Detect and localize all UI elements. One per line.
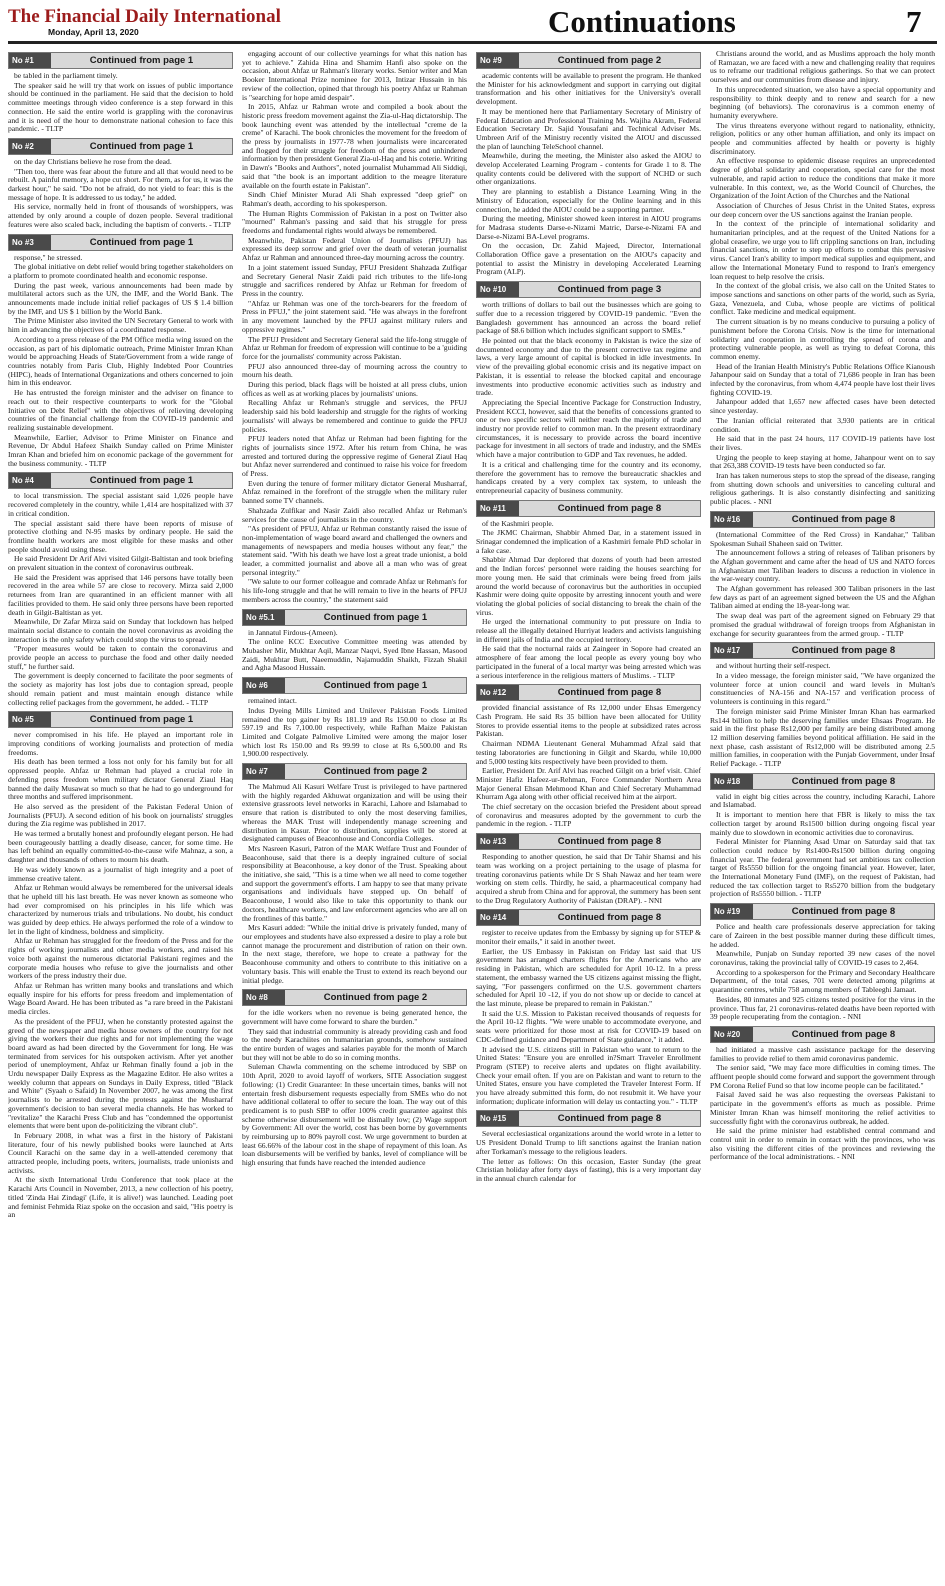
story-paragraph: He was termed a brutally honest and profoundly elegant person. He had been courageously battling a deadly disease, cancer, for some time. He has left behind an equally committed-to-the-cause wife Mahnaz, a son, a daughter and thousands of others to mourn his death. [8, 829, 233, 865]
story-continued-label: Continued from page 2 [519, 53, 700, 68]
story-paragraph: The chief secretary on the occasion briefed the President about spread of coronavirus and measures adopted by the government to curb the pandemic in the region. - TLTP [476, 802, 701, 829]
story-number: No #18 [711, 774, 753, 789]
story-number: No #4 [9, 473, 51, 488]
story-paragraph: He said President Dr Arif Alvi visited Gilgit-Baltistan and took briefing on prevalent situation in the context of coronavirus outbreak. [8, 554, 233, 573]
continued-story [476, 281, 701, 495]
story-paragraph: Ahfaz ur Rehman has written many books and translations and which equally inspire for his efforts for press freedom and implementation of Wage Board Award. He has been tributed as "a rare breed in the Pakistani media circles. [8, 980, 233, 1017]
story-continued-label: Continued from page 8 [519, 501, 700, 516]
continued-story [710, 511, 935, 638]
story-paragraph: Shabbir Ahmad Dar deplored that dozens of youth had been arrested and the Indian forces' personnel were raiding the houses searching for more young men. He said that criminals were being freed from jails around the world because of coronavirus but the authorities in occupied Kashmir were doing quite opposite by arresting innocent youth and were violating the global policies of social distancing to break the chain of the virus. [476, 555, 701, 617]
story-paragraph: In the context of the principle of international solidarity and humanitarian principles, and at the request of the United Nations for a global ceasefire, we urge you to lift crippling sanctions on Iran, including financial sanctions, in order to step up efforts to combat this pervasive virus. Cancel Iran's ability to import medical supplies and equipment, and allow the International Monetary Fund to respond to Iran's emergency loan request to help resolve the crisis. [710, 219, 935, 281]
story-paragraph: According to a press release of the PM Office media wing issued on the occasion, as part of his diplomatic outreach, Prime Minister Imran Khan would be approaching Heads of State/Government from a wide range of countries notably from Paris Club, Highly Indebted Poor Countries (HIPC), heads of International Organizations and others concerned to join him in this endeavor. [8, 334, 233, 388]
story-paragraph: Sindh Chief Minister Murad Ali Shah expressed "deep grief" on Rahman's death, according to his spokesperson. [242, 190, 467, 208]
story-paragraph: on the day Christians believe he rose from the dead. [14, 156, 172, 166]
story-paragraph: "Then too, there was fear about the future and all that would need to be rebuilt. A painful memory, a hope cut short. For them, as for us, it was the darkest hour," he said. "Do not be afraid, do not yield to fear: this is the message of hope. It is addressed to us today," he added. [8, 166, 233, 202]
story-paragraph: Responding to another question, he said that Dr Tahir Shamsi and his team was working on a project pertaining to the usage of plasma for treating coronavirus patients while Dr S Shah Nawaz and her team were working on stem cells. Thirdly, he said, a pharmaceutical company had acquired a shrub from China and for approval, the summery has been sent to the Drug Regulatory Authority of Pakistan (DRAP). - NNI [476, 852, 701, 905]
story-number: No #19 [711, 904, 753, 919]
story-paragraph: Ahfaz ur Rehman has struggled for the freedom of the Press and for the rights of working journalists and other media workers, and raised his voice both against the numerous dictatorial Pakistani regimes and the corporate media houses who refuse to give the journalists and other workers of the press industry their due. [8, 936, 233, 981]
story-paragraph: engaging account of our collective yearnings for what this nation has yet to achieve." Zahida Hina and Shamim Hanfi also spoke on the occasion, about Ahfaz ur Rahman's literary works. Senior writer and Man Booker International Prize nominee for 2013, Intizar Hussain in his review of the collection, opined that through his poetry Ahfaz ur Rahman is "searching for hope amid despair". [242, 50, 467, 102]
story-paragraph: never compromised in his life. He played an important role in improving conditions of working journalists and protection of media freedoms. [8, 730, 233, 757]
story-paragraph: Meanwhile, Dr Zafar Mirza said on Sunday that lockdown has helped maintain social distance to contain the novel coronavirus as avoiding the interaction is the only safety which could stop the virus to spread. [8, 617, 233, 644]
story-paragraph: PFUJ leaders noted that Ahfaz ur Rehman had been fighting for the rights of journalists since 1972. After his return from China, he was arrested and tortured during the oppressive regime of General Ziaul Haq but Ahfaz never surrendered and continued to raise his voice for freedom of Press. [242, 434, 467, 479]
story-paragraph: Ahfaz ur Rehman would always be remembered for the universal ideals that he upheld till his last breath. He was never known as someone who had ever compromised on his principles in his life which was characterized by numerous trials and tribulations. No doubt, his conduct was guided by deep ethics. He always performed the role of a window to let in the light of kindness, boldness and simplicity. [8, 883, 233, 936]
story-paragraph: As the president of the PFUJ, when he constantly protested against the greed of the newspaper and media house owners of the country for not giving the workers their due rights and for not implementing the wage board award as had been directed by the Government for long. He was terminated from services for his outspoken activism. After yet another period of unemployment, Ahfaz ur Rehman finally found a job in the Urdu newspaper Daily Express as the Magazine Editor. He also writes a weekly column that appears on Sundays in Daily Express, titled "Black and White" (Syaah o Safaid) In November 2007, he was among the first journalists to be arrested during the protests against the Musharraf government's decision to ban several media channels. He has worked to "revitalize" the Karachi Press Club and has "condemned the opportunist elements that were bent upon de-politicizing the vibrant club". [8, 1016, 233, 1131]
story-header [476, 1110, 701, 1127]
story-paragraph: Head of the Iranian Health Ministry's Public Relations Office Kianoush Jahanpour said on Sunday that a total of 71,686 people in Iran has been infected by the coronavirus, from whom 4,474 people have lost their lives fighting COVID-19. [710, 361, 935, 397]
story-paragraph: response," he stressed. [14, 252, 83, 262]
story-paragraph: The current situation is by no means conducive to pursuing a policy of punishment before the Corona Crisis. Now is the time for international solidarity and cooperation in controlling the spread of corona and protecting vulnerable people, as well as trying to defeat Corona, this common enemy. [710, 317, 935, 361]
continued-story [242, 989, 467, 1168]
story-number: No #6 [243, 678, 285, 693]
story-number: No #14 [477, 910, 519, 925]
story-number: No #13 [477, 834, 519, 849]
continued-story [242, 609, 467, 674]
continued-story [476, 500, 701, 681]
story-paragraph: The letter as follows: On this occasion, Easter Sunday (the great Christian holiday after forty days of fasting), this is a very important day in the annual church calendar for [476, 1156, 701, 1183]
story-paragraph: Faisal Javed said he was also requesting the overseas Pakistani to participate in the government's efforts as much as possible. Prime Minister Imran Khan was himself monitoring the relief activities to successfully fight with the coronavirus outbreak, he added. [710, 1090, 935, 1126]
story-paragraph: Recalling Ahfaz ur Rehman's struggle and services, the PFUJ leadership said his bold leadership and struggle for the rights of working journalists' will always be remembered and continue to guide the PFUJ policies. [242, 398, 467, 434]
story-continued-label: Continued from page 8 [519, 910, 700, 925]
story-paragraph: An effective response to epidemic disease requires an unprecedented degree of global solidarity and cooperation, special care for the most vulnerable, and rapid action to reduce the conditions that make it more vulnerable. In this context, we, as the World Council of Churches, the Organization of the Joint Action of the Churches and the National [710, 156, 935, 201]
article-columns [8, 50, 937, 1580]
story-paragraph: and without hurting their self-respect. [716, 661, 831, 671]
story-number: No #11 [477, 501, 519, 516]
story-paragraph: for the idle workers when no revenue is being generated hence, the government will have come forward to share the burden." [242, 1008, 467, 1026]
story-paragraph: Meanwhile, Earlier, Advisor to Prime Minister on Finance and Revenue, Dr Abdul Hafeez Shaikh Sunday called on Prime Minister Imran Khan and briefed him on economic package of the government for the business community. - TLTP [8, 432, 233, 468]
story-paragraph: In a video message, the foreign minister said, "We have organized the volunteer force at union council and ward levels in Multan's constituencies of NA-156 and NA-157 and verification process of volunteers is continuing in this regard." [710, 671, 935, 707]
story-paragraph: He was widely known as a journalist of high integrity and a poet of immense creative talent. [8, 864, 233, 883]
newspaper-name: The Financial Daily International [8, 6, 281, 27]
story-number: No #9 [477, 53, 519, 68]
story-header [8, 138, 233, 155]
story-paragraph: Appreciating the Special Incentive Package for Construction Industry, President KCCI, however, said that the benefits of concessions granted to one or two specific sectors will neither reach the majority of trade and industry nor provide relief to common man. In the present extraordinary circumstances, it is necessary to provide across the board incentive package for investment in all sectors of trade and industry, and the SMEs which have a major contribution to GDP and Tax revenues, he added. [476, 397, 701, 460]
story-number: No #1 [9, 53, 51, 68]
story-paragraph: It advised the U.S. citizens still in Pakistan who want to return to the United States: "Ensure you are enrolled in?Smart Traveler Enrollment Program (STEP) to receive alerts and updates on flight availability. Check your email often. If you are on Pakistan and want to return to the United States, ensure you have completed the Traveler Interest Form. If you have already submitted this form, do not resubmit it. We have your information; duplicate information will delay us contacting you." - TLTP [476, 1044, 701, 1106]
story-paragraph: Mrs Nasreen Kasuri, Patron of the MAK Welfare Trust and Founder of Beaconhouse, said that there is a deeply ingrained culture of social responsibility at Beaconhouse, a key donor of the Trust. Speaking about the initiative, she said, "This is a time when we all need to come together and support the government's efforts. I am happy to see that many private organisations and individuals have stepped up. On behalf of Beaconhouse, I would also like to take this opportunity to thank our doctors, healthcare workers, and law enforcement agencies who are all on the frontlines of this battle." [242, 843, 467, 923]
text-column-2 [242, 50, 467, 1580]
story-continued-label: Continued from page 1 [51, 712, 232, 727]
story-paragraph: He pointed out that the black economy in Pakistan is twice the size of documented economy and due to the present corrective tax regime and laws, a very large amount of capital is blocked in idle investments. In view of the prevailing global economic crisis and its negative impact on Pakistan, it is essential to release the blocked capital and encourage investments into productive economic activities such as industry and trade. [476, 335, 701, 398]
continued-story [710, 642, 935, 768]
story-paragraph: The announcement follows a string of releases of Taliban prisoners by the Afghan government and came after the head of US and NATO forces in Afghanistan met Taliban leaders to discuss a reduction in violence in the war-weary country. [710, 548, 935, 584]
story-header [710, 773, 935, 790]
story-paragraph: It is a critical and challenging time for the country and its economy, therefore the government has to remove the bureaucratic shackles and handicaps created by a very complex tax system, to unleash the entrepreneurial capacity of business community. [476, 459, 701, 495]
story-paragraph: The foreign minister said Prime Minister Imran Khan has earmarked Rs144 billion to help the deserving families under Ehsaas Program. He said in the first phase Rs12,000 per family are being distributed among 12 million deserving families beyond political affiliation. He said in the next phase, cash assistant of Rs12,000 will be distributed among 2.5 million families, in cooperation with the Punjab Government, under Insaf Relief Package. - TLTP [710, 706, 935, 769]
story-paragraph: The speaker said he will try that work on issues of public importance should be continued in the parliament. He said that the decision to hold committee meetings through video conference is a step forward in this connection. He said the entire world is grappling with the coronavirus and it is need of the hour to demonstrate national cohesion to face this pandemic. - TLTP [8, 80, 233, 134]
continued-story [8, 234, 233, 469]
story-paragraph: worth trillions of dollars to bail out the businesses which are going to suffer due to a recession triggered by COVID-19 pandemic. "Even the Bangladesh government has announced an across the board relief package of $8.6 billion which includes significant support to SMEs." [476, 300, 701, 336]
story-header [242, 677, 467, 694]
story-paragraph: provided financial assistance of Rs 12,000 under Ehsas Emergency Cash Program. He said Rs 35 billion have been allocated for Utility Stores to provide essential items to the people at subsidized rates across Pakistan. [476, 703, 701, 739]
story-header [476, 281, 701, 298]
story-paragraph: be tabled in the parliament timely. [14, 71, 118, 80]
story-number: No #3 [9, 235, 51, 250]
story-header [476, 500, 701, 517]
story-continued-label: Continued from page 1 [51, 53, 232, 68]
continued-story [476, 684, 701, 829]
story-number: No #8 [243, 990, 285, 1005]
story-paragraph: The swap deal was part of the agreement signed on February 29 that promised the gradual withdrawal of foreign troops from Afghanistan in exchange for security guarantees from the armed group. - TLTP [710, 611, 935, 638]
story-number: No #12 [477, 685, 519, 700]
story-paragraph: Christians around the world, and as Muslims approach the holy month of Ramazan, we are faced with a new and challenging reality that requires us to reframe our traditional religious gatherings. So that we can protect ourselves and our communities from disease and injury. [710, 50, 935, 85]
continued-story [242, 50, 467, 605]
story-paragraph: At the sixth International Urdu Conference that took place at the Karachi Arts Council in November, 2013, a new collection of his poetry, titled 'Zinda Hai Zindagi' (Life, it is alive!) was launched. Leading poet and feminist Fehmida Riaz spoke on the occasion and said, "His poetry is an [8, 1175, 233, 1220]
story-paragraph: remained intact. [248, 696, 297, 706]
continued-story [476, 1110, 701, 1183]
continued-story [476, 52, 701, 277]
story-paragraph: He said that in the past 24 hours, 117 COVID-19 patients have lost their lives. [710, 434, 935, 452]
story-header [476, 909, 701, 926]
story-paragraph: valid in eight big cities across the country, including Karachi, Lahore and Islamabad. [710, 791, 935, 810]
story-paragraph: His death has been termed a loss not only for his family but for all oppressed people. Ahfaz ur Rehman had played a crucial role in defending press freedom when military dictator General Ziaul Haq banned the daily Musawat so much so that he had to go underground for three months and suffered imprisonment. [8, 757, 233, 802]
story-paragraph: Federal Minister for Planning Asad Umar on Saturday said that tax collection could reduce by Rs1400-Rs1500 billion during ongoing financial year. The federal government had set ambitious tax collection target of Rs5550 billion for the ongoing financial year. However, later, the International Monetary Fund (IMF), on the request of Pakistan, had reduced the tax collection target to Rs5270 billion from the budgetary projection of Rs5550 billion. - TLTP [710, 837, 935, 899]
story-continued-label: Continued from page 2 [285, 764, 466, 779]
continued-story [8, 138, 233, 230]
story-number: No #5 [9, 712, 51, 727]
story-header [476, 684, 701, 701]
story-paragraph: In this unprecedented situation, we also have a special opportunity and responsibility to think deeply and to renew and search for a new beginning (of behaviors). The coronavirus is a common enemy of humanity everywhere. [710, 84, 935, 120]
story-header [710, 642, 935, 659]
story-paragraph: In 2015, Ahfaz ur Rahman wrote and compiled a book about the historic press freedom movement against the Zia-ul-Haq dictatorship. The book launching event was attended by the intellectual "creme de la creme" of Karachi. The book chronicles the movement for the freedom of the press by journalists in 1977-78 when journalists were incarcerated and flogged for their struggle for freedom of the press and unhindered information by then president General Zia-ul-Haq and his coterie. Writing in Dawn's "Books and Authors", noted journalist Muhammad Ali Siddiqi, said that "the book is an important addition to the meagre literature available on the fourth estate in Pakistan". [242, 102, 467, 190]
story-paragraph: The global initiative on debt relief would bring together stakeholders on a platform to promote coordinated health and economic response. [8, 262, 233, 280]
continued-story [8, 472, 233, 707]
story-continued-label: Continued from page 1 [51, 473, 232, 488]
story-paragraph: Shahzada Zulfikar and Nasir Zaidi also recalled Ahfaz ur Rehman's services for the cause of journalists in the country. [242, 505, 467, 524]
story-header [8, 234, 233, 251]
story-number: No #20 [711, 1027, 753, 1042]
story-paragraph: to local transmission. The special assistant said 1,026 people have recovered completely in the country, while 1,414 are hospitalized with 37 in critical condition. [8, 491, 233, 518]
story-paragraph: It may be mentioned here that Parliamentary Secretary of Ministry of Federal Education and Professional Training Ms. Wajiha Akram, Federal Education Secretary Dr. Sajid Yousafani and Technical Adviser Ms. Umbreen Arif of the Ministry recently visited the AIOU and discussed the plan of launching TeleSchool channel. [476, 106, 701, 151]
story-paragraph: In the context of the global crisis, we also call on the United States to impose sanctions and sanctions on other parts of the world, such as Syria, Gaza, Venezuela, and Cuba, whose people are victims of political conflict. Take medicine and medical equipment. [710, 281, 935, 317]
story-paragraph: Several ecclesiastical organizations around the world wrote in a letter to US President Donald Trump to lift sanctions against the Iranian nation after Torkaman's message to the religious leaders. [476, 1129, 701, 1156]
story-paragraph: "Proper measures would be taken to contain the coronavirus and provide people an access to purchase the food and other daily needed stuff," he further said. [8, 644, 233, 671]
story-header [8, 52, 233, 69]
story-header [710, 1026, 935, 1043]
story-paragraph: It said the U.S. Mission to Pakistan received thousands of requests for the April 10-12 flights. "We were unable to accommodate everyone, and seats were prioritized for those most at risk for COVID-19 based on CDC-defined guidance and Department of State guidance," it added. [476, 1008, 701, 1044]
story-paragraph: During this period, black flags will be hoisted at all press clubs, union offices as well as at working places by journalists' unions. [242, 380, 467, 398]
story-paragraph: Urging the people to keep staying at home, Jahanpour went on to say that 263,388 COVID-19 tests have been conducted so far. [710, 452, 935, 471]
story-paragraph: Association of Churches of Jesus Christ in the United States, express our deep concern over the US sanctions against the Iranian people. [710, 200, 935, 219]
story-paragraph: Suleman Chawla commenting on the scheme introduced by SBP on 10th April, 2020 to avoid layoff of workers, SITE Association suggest following: (1) Credit Guarantee: In these uncertain times, banks will not entertain fresh disbursement requests especially from SMEs who do not have additional collateral to offer to secure the loan. The way out of this predicament is to push SBP to offer 100% credit guarantee against this scheme otherwise disbursement will be dismally low; (2) Wage support by Government: All over the world, cost has been borne by governments by reimbursing up to 80% payroll cost. We urge government to burden at least 66.66% of the labour cost in the shape of repayment of this loan. As loan disbursements will be verified by banks, level of compliance will be high ensuring that funds have reached the intended audience [242, 1062, 467, 1168]
story-paragraph: The PFUJ President and Secretary General said the life-long struggle of Ahfaz ur Rehman for freedom of expression will continue to be a 'guiding force for the journalists' community across Pakistan. [242, 334, 467, 361]
story-paragraph: "We salute to our former colleague and comrade Ahfaz ur Rehman's for his life-long struggle and that he will remain to live in the hearts of PFUJ members across the country," the statement said [242, 577, 467, 604]
story-paragraph: The JKMC Chairman, Shabbir Ahmed Dar, in a statement issued in Srinagar condemned the implication of a Kashmiri female PhD scholar in a fake case. [476, 528, 701, 555]
story-paragraph: The senior said, "We may face more difficulties in coming times. The affluent people should come forward and support the government through PM Corona Relief Fund so that low income people can be facilitated." [710, 1063, 935, 1090]
story-paragraph: Meanwhile, Punjab on Sunday reported 39 new cases of the novel coronavirus, taking the provincial tally of COVID-19 cases to 2,464. [710, 949, 935, 967]
section-title: Continuations [548, 4, 736, 39]
story-header [242, 609, 467, 626]
story-paragraph: He said the President was apprised that 146 persons have totally been recovered in the area while 57 are close to recovery. Mirza said 2,000 returnees from Iran are quarantined in an efficient manner with all facilities provided to them. He said only three persons have been reported death in Gilgit-Baltistan as yet. [8, 572, 233, 617]
story-continued-label: Continued from page 1 [51, 139, 232, 154]
story-paragraph: He has entrusted the foreign minister and the adviser on finance to reach out to their respective counterparts to work for the "Global Initiative on Debt Relief" with the objectives of relieving developing countries of the financial challenge from the COVID-19 pandemic and realizing sustainable development. [8, 388, 233, 432]
story-continued-label: Continued from page 8 [519, 685, 700, 700]
story-paragraph: (International Committee of the Red Cross) in Kandahar," Taliban Spokesman Suhail Shaheen said on Twitter. [710, 529, 935, 548]
story-continued-label: Continued from page 1 [51, 235, 232, 250]
story-paragraph: Besides, 80 inmates and 925 citizens tested positive for the virus in the province. Thus far, 21 coronavirus-related deaths have been reported with 39 people recuperating from the contagion. - NNI [710, 994, 935, 1022]
story-paragraph: They said that industrial community is already providing cash and food to the needy Karachiites on humanitarian grounds, somehow sustained the entire burden of wages and salaries payable for the month of March but they will not be able to do so in coming months. [242, 1026, 467, 1062]
story-paragraph: Mrs Kasuri added: "While the initial drive is privately funded, many of our employees and students have also expressed a desire to play a role but cannot manage the procurement and distribution of ration on their own. In the next stage, therefore, we hope to create a pathway for the Beaconhouse community and others to contribute to this initiative on a voluntary basis. This will enable the Trust to extend its reach beyond our initial pledge. [242, 923, 467, 985]
story-paragraph: The virus threatens everyone without regard to nationality, ethnicity, religion, politics or any other human affiliation, and only its impact on people and communities affected by health or poverty is highly discriminatory. [710, 120, 935, 156]
story-continued-label: Continued from page 8 [753, 1027, 934, 1042]
story-paragraph: Chairman NDMA Lieutenant General Muhammad Afzal said that testing laboratories are functioning in Gilgit and Skardu, while 10,000 and 5,000 testing kits respectively have been provided to them. [476, 739, 701, 766]
story-continued-label: Continued from page 8 [753, 643, 934, 658]
story-paragraph: register to receive updates from the Embassy by signing up for STEP & monitor their emails," it said in another tweet. [476, 928, 701, 947]
story-paragraph: The Prime Minister also invited the UN Secretary General to work with him in advancing the objectives of a coordinated response. [8, 316, 233, 335]
story-paragraph: The Human Rights Commission of Pakistan in a post on Twitter also "mourned" Rahman's passing and said that his struggle for press freedoms and fundamental rights would always be remembered. [242, 208, 467, 236]
story-paragraph: Indus Dyeing Mills Limited and Unilever Pakistan Foods Limited remained the top gainer by Rs 181.19 and Rs 150.00 to close at Rs 597.19 and Rs 7,100.00 respectively, while Rafhan Maize Pakistan Limited and Colgate Palmolive Limited were among the major loser which lost Rs 150.00 and Rs 99.99 to close at Rs 6,500.00 and Rs 1,900.00 respectively. [242, 705, 467, 759]
story-paragraph: The special assistant said there have been reports of misuse of protective clothing and N-95 masks by ordinary people. He said the frontline health workers are most eligible for these masks and other people should avoid using these. [8, 518, 233, 554]
story-paragraph: He urged the international community to put pressure on India to release all the illegally detained Hurriyat leaders and activists languishing in different jails of India and the occupied territory. [476, 617, 701, 644]
story-paragraph: In February 2008, in what was a first in the history of Pakistani literature, four of his newly published books were launched at Arts Council Karachi on the same day in a well-attended ceremony that attracted people, including poets, writers, journalists, trade unionists and activists. [8, 1130, 233, 1175]
story-paragraph: PFUJ also announced three-day of mourning across the country to mourn his death. [242, 361, 467, 380]
story-continued-label: Continued from page 8 [519, 1111, 700, 1126]
story-paragraph: The Mahmud Ali Kasuri Welfare Trust is privileged to have partnered with the highly regarded Akhuwat organization and will be using their extensive grassroots level networks in Karachi, Lahore and Islamabad to ensure that ration is distributed to only the most deserving families, whereas the MAK Trust will independently manage screening and distribution in Kasur. Prior to distribution, supplies will be stored at designated campuses of Beaconhouse and Concordia Colleges. [242, 782, 467, 844]
story-continued-label: Continued from page 1 [285, 610, 466, 625]
page-number: 7 [906, 4, 922, 39]
text-column-3 [476, 50, 701, 1580]
story-paragraph: Even during the tenure of former military dictator General Musharraf, Ahfaz remained in the forefront of the struggle when the military ruler banned some TV channels. [242, 478, 467, 506]
story-paragraph: He said the prime minister had established central command and control unit in order to remain in contact with the provinces, who was also visiting the different cities of the provinces and reviewing the performance of the local administrations. - NNI [710, 1126, 935, 1162]
story-paragraph: "Ahfaz ur Rehman was one of the torch-bearers for the freedom of Press in PFUJ," the joint statement said. "He was always in the forefront in any movement launched by the PFUJ against military rulers and oppressive regimes." [242, 298, 467, 334]
continued-story [710, 1026, 935, 1162]
continued-story [710, 773, 935, 899]
story-number: No #16 [711, 512, 753, 527]
story-header [710, 903, 935, 920]
story-paragraph: academic contents will be available to present the program. He thanked the Minister for his acknowledgment and support in carrying out digital transformation and his other initiatives for the University's overall development. [476, 71, 701, 107]
story-paragraph: He also served as the president of the Pakistan Federal Union of Journalists (PFUJ). A second edition of his book on journalists' struggles during the Zia regime was published in 2017. [8, 801, 233, 829]
story-number: No #10 [477, 282, 519, 297]
story-paragraph: Earlier, President Dr. Arif Alvi has reached Gilgit on a brief visit. Chief Minister Hafiz Hafeez-ur-Rehman, Force Commander Northern Area Major General Ehsan Mehmood Khan and Chief Secretary Muhammad Khurram Aga along with other official received him at the airport. [476, 766, 701, 802]
story-paragraph: According to a spokesperson for the Primary and Secondary Healthcare Department, of the total cases, 701 were detected among pilgrims at quarantine centres, while 758 among members of Tableeghi Jamaat. [710, 967, 935, 995]
story-header [242, 989, 467, 1006]
continued-story [242, 677, 467, 759]
continued-story [242, 763, 467, 985]
story-continued-label: Continued from page 1 [285, 678, 466, 693]
story-paragraph: Jahanpour added that 1,657 new affected cases have been detected since yesterday. [710, 397, 935, 416]
story-paragraph: The online KCC Executive Committee meeting was attended by Mubasher Mir, Mukhtar Aqil, Manzar Naqvi, Syed Ibne Hassan, Masood Zaidi, Mukhtar Butt, Naeemuddin, Najamuddin Shaikh, Fizzah Shakil and Agha Masood Hussain. [242, 637, 467, 673]
story-header [8, 711, 233, 728]
continued-story [8, 711, 233, 1220]
continued-story [476, 909, 701, 1106]
continued-story [710, 50, 935, 507]
story-paragraph: During the meeting, Minister showed keen interest in AIOU programs for Madrasa students Darse-e-Nizami Matric, Darse-e-Nizami FA and Darse-e-Nizami BA-Level programs. [476, 214, 701, 241]
story-paragraph: "As president of PFUJ, Ahfaz ur Rehman constantly raised the issue of non-implementation of wage board award and challenged the owners and managements of newspapers and media houses without any fear," the statement said. "With his death we have lost a great trade unionist, a bold leader, a committed journalist and above all a man who was of great personal integrity." [242, 524, 467, 577]
story-paragraph: The Afghan government has released 300 Taliban prisoners in the last few days as part of an agreement signed between the US and the Afghan Taliban aimed at ending the 18-year-long war. [710, 584, 935, 611]
story-number: No #2 [9, 139, 51, 154]
story-paragraph: His service, normally held in front of thousands of worshippers, was attended by only around a couple of dozen people. Several traditional features were also scaled back, including the baptism of converts. - TLTP [8, 202, 233, 229]
story-continued-label: Continued from page 2 [285, 990, 466, 1005]
text-column-1 [8, 50, 233, 1580]
story-continued-label: Continued from page 8 [519, 834, 700, 849]
story-paragraph: On the occasion, Dr. Zahid Majeed, Director, International Collaboration Office gave a presentation on the AIOU's capacity and potential to assist the Ministry in developing Accelerated Learning Program (ALP). [476, 241, 701, 277]
story-number: No #5.1 [243, 610, 285, 625]
story-header [8, 472, 233, 489]
story-continued-label: Continued from page 3 [519, 282, 700, 297]
story-number: No #7 [243, 764, 285, 779]
story-header [476, 833, 701, 850]
story-paragraph: of the Kashmiri people. [482, 518, 554, 528]
story-continued-label: Continued from page 8 [753, 774, 934, 789]
continued-story [710, 903, 935, 1022]
story-paragraph: had initiated a massive cash assistance package for the deserving families to provide relief to them amid coronavirus pandemic. [710, 1044, 935, 1063]
masthead-rule [8, 41, 937, 44]
issue-date: Monday, April 13, 2020 [48, 27, 139, 37]
continued-story [8, 52, 233, 134]
story-header [242, 763, 467, 780]
story-paragraph: Police and health care professionals deserve appreciation for taking care of Zaireen in the best possible manner during these difficult times, he added. [710, 922, 935, 949]
story-paragraph: in Jannatul Firdous-(Ameen). [248, 627, 338, 637]
story-paragraph: Meanwhile, Pakistan Federal Union of Journalists (PFUJ) has expressed its deep sorrow and grief over the death of veteran journalist Ahfaz ur Rahman and announced three-day mourning across the country. [242, 235, 467, 263]
story-paragraph: He said that the nocturnal raids at Zaingeer in Sopore had created an atmosphere of fear among the local people as every young boy who participated in the funeral of a local martyr was being arrested which was a serious interference in the religious matters of Muslims. - TLTP [476, 644, 701, 680]
masthead [0, 0, 945, 44]
story-paragraph: In a joint statement issued Sunday, PFUJ President Shahzada Zulfiqar and Secretary General Nasir Zaidi paid rich tributes to the life-long struggle and sacrifices rendered by Ahfaz ur Rehman for freedom of Press in the country. [242, 262, 467, 298]
story-paragraph: Earlier, the US Embassy in Pakistan on Friday last said that US government has arranged charters flights for the Americans who are residing in Pakistan, which are scheduled for April 10-12. In a press statement, the embassy warned the US citizens against missing the flight, saying, "For passengers confirmed on the U.S. government charters scheduled for April 10 -12, if you do not show up or decide to cancel at the last minute, please be prepared to remain in Pakistan." [476, 946, 701, 1008]
story-paragraph: It is important to mention here that FBR is likely to miss the tax collection target by around Rs1500 billion during ongoing fiscal year mainly due to slowdown in economic activities due to coronavirus. [710, 810, 935, 837]
story-paragraph: The Iranian official reiterated that 3,930 patients are in critical condition. [710, 415, 935, 434]
story-paragraph: Iran has taken numerous steps to stop the spread of the disease, ranging from shutting down schools and universities to canceling cultural and religious gatherings. It is also constantly disinfecting and sanitizing public places. - NNI [710, 471, 935, 507]
story-paragraph: Meanwhile, during the meeting, the Minister also asked the AIOU to develop Accelerated Learning Program - contents for Grade 1 to 8. The quality contents could be delivered with the support of NCHD or such other organizations. [476, 151, 701, 187]
story-header [476, 52, 701, 69]
text-column-4 [710, 50, 935, 1580]
story-number: No #17 [711, 643, 753, 658]
story-paragraph: They are planning to establish a Distance Learning Wing in the Ministry of Education, especially for the Online learning and in this connection, he added the AIOU could be a supporting partner. [476, 187, 701, 214]
story-continued-label: Continued from page 8 [753, 512, 934, 527]
continued-story [476, 833, 701, 905]
story-continued-label: Continued from page 8 [753, 904, 934, 919]
story-paragraph: The government is deeply concerned to facilitate the poor segments of the society as majority has lost jobs due to contagion spread, people should remain patient and must maintain enough distance while collecting relief packages from the government, he added. - TLTP [8, 671, 233, 707]
story-header [710, 511, 935, 528]
story-number: No #15 [477, 1111, 519, 1126]
story-paragraph: During the past week, various announcements had been made by multilateral actors such as the UN, the IMF, and the World Bank. The announcements made include initial relief packages of US $ 1.4 billion by the IMF, and US $ 1 billion by the World Bank. [8, 280, 233, 316]
